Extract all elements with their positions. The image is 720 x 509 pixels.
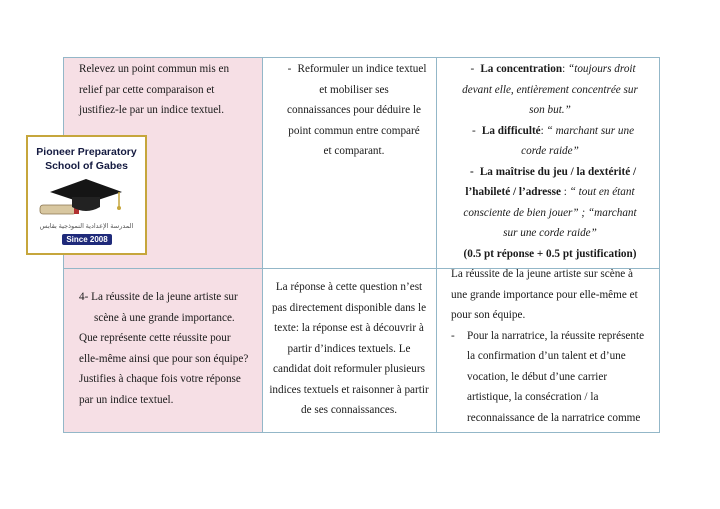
school-logo (26, 135, 147, 255)
row2-question-line: Justifies à chaque fois votre réponse (79, 373, 241, 385)
table-border-top (63, 57, 660, 58)
answer-table (63, 57, 660, 433)
row2-guidance-line: partir d’indices textuels. Le (287, 342, 411, 355)
row1-guidance-line: connaissances pour déduire le (287, 104, 421, 116)
row1-question-line: justifiez-le par un indice textuel. (79, 104, 225, 116)
row1-guidance-line: et mobiliser ses (319, 83, 389, 96)
answer-item-mastery: - La maîtrise du jeu / la dextérité / (469, 165, 637, 178)
row1-guidance-line: et comparant. (323, 145, 385, 157)
answer-text: sur une corde raide” (503, 227, 597, 239)
row2-question-line: 4- La réussite de la jeune artiste sur (79, 291, 238, 303)
row2-question-line: Que représente cette réussite pour (79, 332, 231, 344)
answer-item-difficulty: - La difficulté: “ marchant sur une (472, 124, 635, 137)
row2-guidance (262, 277, 436, 421)
answer-text: l’habileté / l’adresse : “ tout en étant (465, 186, 635, 198)
bullet-dash: - (451, 329, 455, 342)
row2-answer-line: vocation, le début d’une carrier (467, 370, 608, 383)
row2-question (67, 287, 261, 410)
bullet-dash: - (287, 63, 292, 75)
row1-answer (441, 59, 659, 264)
row2-guidance-line: La réponse à cette question n’est (275, 281, 423, 293)
logo-title-line1: Pioneer Preparatory (36, 146, 137, 158)
row1-guidance-line: Reformuler un indice textuel (297, 63, 427, 75)
logo-arabic-text: المدرسة الإعدادية النموذجية بقابس (39, 223, 134, 230)
row2-guidance-line: pas directement disponible dans le (271, 301, 427, 314)
row1-guidance-line: point commun entre comparé (288, 124, 420, 137)
answer-text: corde raide” (521, 145, 579, 157)
graduation-cap-icon (28, 175, 145, 223)
row2-answer-line: La réussite de la jeune artiste sur scène à (451, 268, 634, 280)
row1-question (79, 59, 259, 121)
table-border-right (659, 57, 660, 433)
row2-answer-line: une grande importance pour elle-même et (451, 288, 638, 301)
row2-answer-bullet: - Pour la narratrice, la réussite représente (451, 326, 658, 347)
logo-title-line2: School of Gabes (45, 160, 128, 172)
row2-answer (451, 264, 658, 428)
row1-guidance (268, 59, 440, 162)
row2-guidance-line: indices textuels et raisonner à partir (269, 383, 429, 396)
answer-text: consciente de bien jouer” ; “marchant (463, 206, 637, 219)
answer-text: son but.” (529, 104, 571, 116)
row2-question-line: scène à une grande importance. (94, 311, 235, 324)
answer-item-concentration: - La concentration: “toujours droit (470, 63, 636, 75)
row1-question-line: Relevez un point commun mis en (79, 63, 230, 75)
row2-guidance-line: de ses connaissances. (301, 404, 397, 416)
row2-question-line: par un indice textuel. (79, 393, 174, 406)
scoring-note: (0.5 pt réponse + 0.5 pt justification) (463, 247, 637, 260)
row2-question-line: elle-même ainsi que pour son équipe? (79, 352, 249, 365)
row2-answer-line: artistique, la consécration / la (467, 391, 599, 403)
answer-text: devant elle, entièrement concentrée sur (462, 83, 638, 96)
row2-guidance-line: candidat doit reformuler plusieurs (273, 363, 425, 375)
row2-answer-line: reconnaissance de la narratrice comme (467, 411, 641, 424)
logo-since-badge: Since 2008 (62, 234, 112, 245)
row2-answer-line: pour son équipe. (451, 309, 526, 321)
row1-question-line: relief par cette comparaison et (79, 83, 215, 96)
table-border-bottom (63, 432, 660, 433)
row2-answer-line: la confirmation d’un talent et d’une (467, 350, 626, 362)
row2-guidance-line: texte: la réponse est à découvrir à (274, 322, 424, 334)
